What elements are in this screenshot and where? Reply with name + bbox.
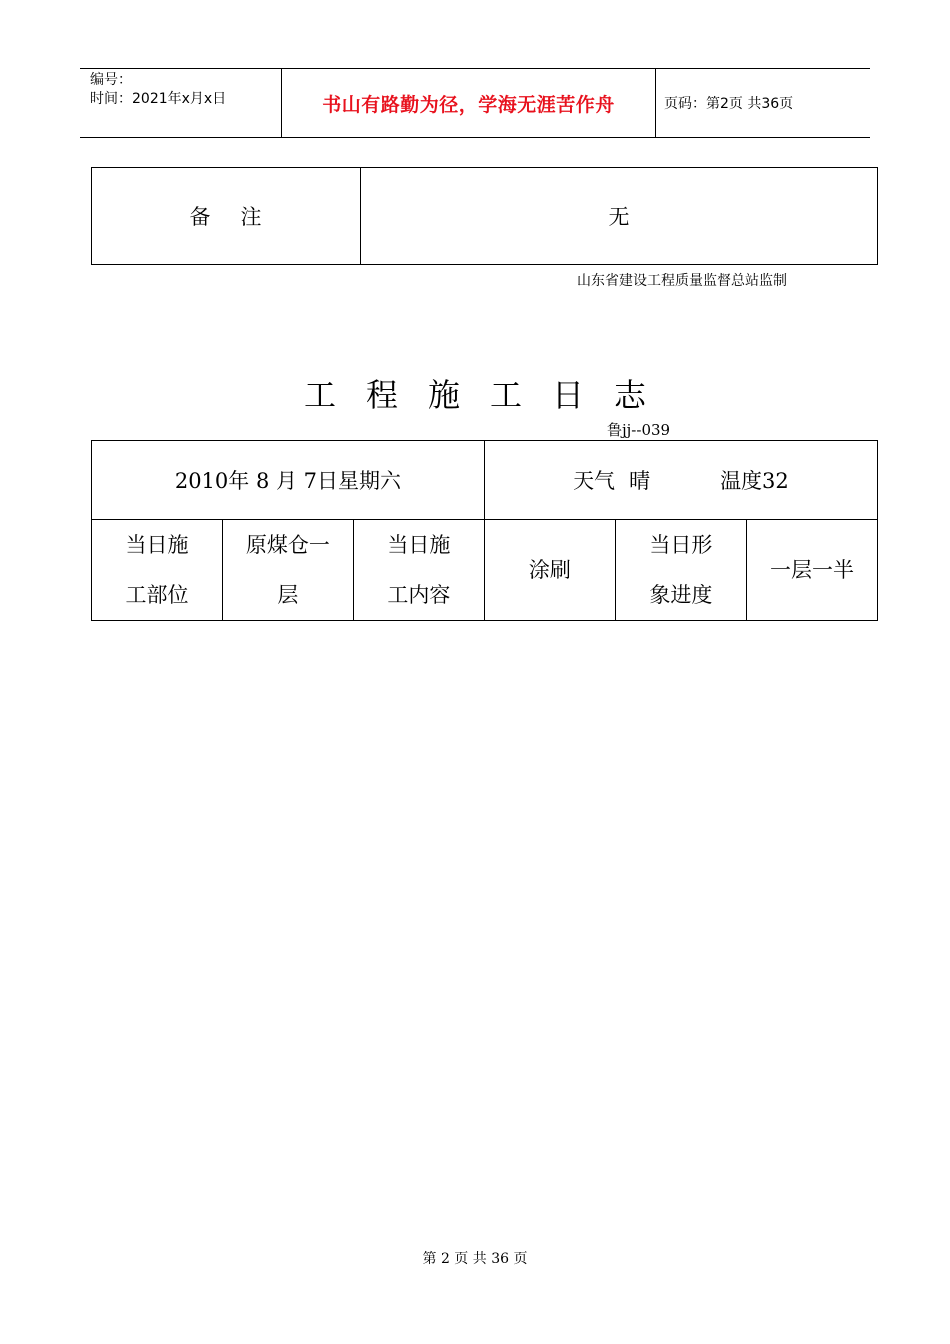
content-label — [353, 520, 484, 621]
location-label-line1: 当日施 — [125, 533, 189, 557]
page-footer: 第 2 页 共 36 页 — [422, 1251, 528, 1267]
remarks-table — [91, 167, 878, 265]
form-code: 鲁jj--039 — [607, 421, 671, 439]
content-label-line1: 当日施 — [387, 533, 451, 557]
log-weather-cell — [484, 441, 877, 520]
document-number: 编号： — [90, 72, 132, 88]
location-value-line1: 原煤仓一 — [245, 533, 330, 557]
remarks-label: 备注 — [92, 168, 361, 265]
page-info-text: 页码：第2页 共36页 — [664, 96, 794, 112]
log-detail-row — [92, 520, 878, 621]
progress-label-line1: 当日形 — [649, 533, 713, 557]
remarks-value: 无 — [361, 168, 878, 265]
weather-value: 晴 — [629, 469, 651, 493]
header-meta — [80, 69, 281, 137]
page-title: 工程施工日志 — [303, 376, 676, 414]
remarks-row — [92, 168, 878, 265]
location-label-line2: 工部位 — [125, 583, 189, 607]
progress-label — [615, 520, 746, 621]
header-page-info — [655, 69, 870, 137]
header-motto — [281, 69, 656, 137]
page-header — [80, 68, 870, 138]
log-date-row — [92, 441, 878, 520]
progress-label-line2: 象进度 — [649, 583, 713, 607]
weather-label: 天气 — [573, 469, 616, 493]
supervisor-note: 山东省建设工程质量监督总站监制 — [577, 273, 787, 289]
construction-log-table — [91, 440, 878, 621]
content-value: 涂刷 — [484, 520, 615, 621]
location-value — [222, 520, 353, 621]
document-time: 时间：2021年x月x日 — [90, 91, 227, 107]
progress-value: 一层一半 — [746, 520, 877, 621]
content-label-line2: 工内容 — [387, 583, 451, 607]
location-label — [92, 520, 223, 621]
log-date: 2010年 8 月 7日星期六 — [92, 441, 485, 520]
temperature: 温度32 — [720, 469, 789, 493]
location-value-line2: 层 — [277, 583, 299, 607]
motto-text: 书山有路勤为径，学海无涯苦作舟 — [322, 93, 615, 116]
